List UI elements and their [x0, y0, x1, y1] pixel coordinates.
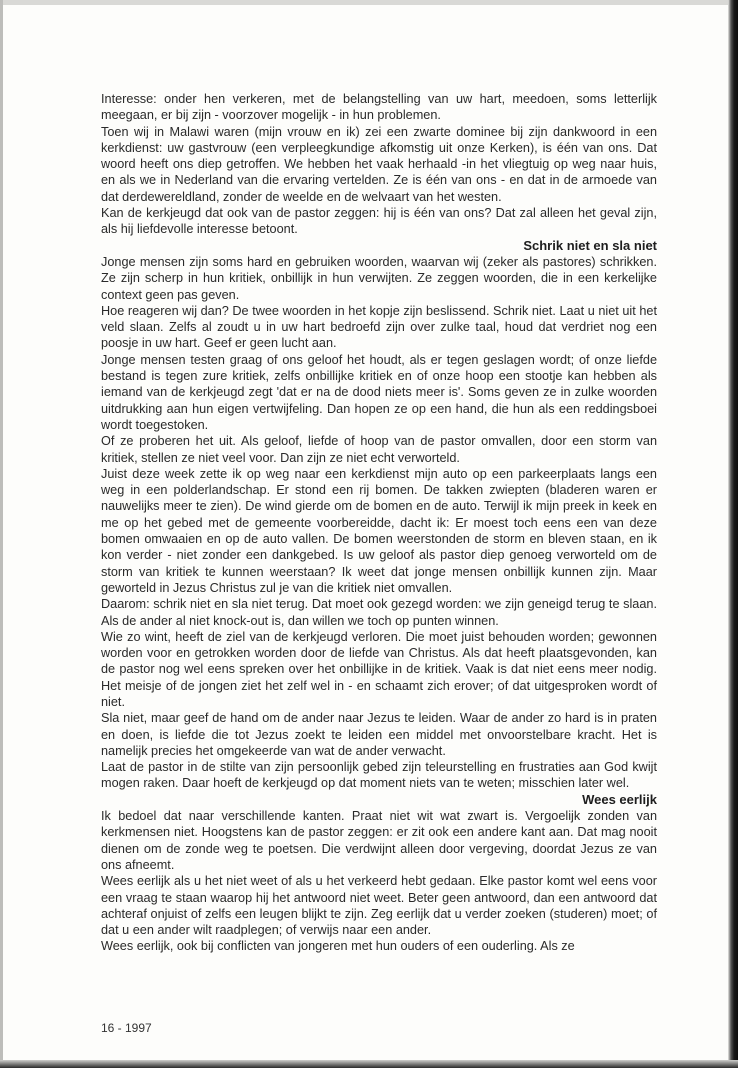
paragraph: Wees eerlijk, ook bij conflicten van jongeren met hun ouders of een ouderling. Als ze — [101, 939, 575, 954]
paragraph: Jonge mensen zijn soms hard en gebruiken woorden, waarvan wij (zeker als pastores) schrikken. Ze zijn scherp in hun kritiek, onbillijk in hun verwijten. Ze zeggen woorden, die in een kerkelijke context geen pas geven. — [101, 254, 657, 302]
scan-top-edge — [0, 0, 738, 5]
paragraph: Juist deze week zette ik op weg naar een kerkdienst mijn auto op een parkeerplaats langs een weg in een polderlandschap. Er stond een rij bomen. De takken zwiepten (bladeren waren er nauwelijks meer te zien). De wind gierde om de bomen en de auto. Terwijl ik mijn preek in keek en me op het gebed met de gemeente voorbereidde, dacht ik: Er moest toch eens een van deze bomen omwaaien en op de auto vallen. De bomen weerstonden de storm en bleven staan, en ik kon verder - niet zonder een dankgebed. Is uw geloof als pastor diep genoeg verworteld om de storm van kritiek te kunnen weerstaan? Ik weet dat jonge mensen onbillijk kunnen zijn. Maar geworteld in Jezus Christus zul je van die kritiek niet omvallen. — [101, 466, 657, 595]
paragraph: Sla niet, maar geef de hand om de ander naar Jezus te leiden. Waar de ander zo hard is in praten en doen, is liefde die tot Jezus zoekt te leiden een middel met onvoorstelbare kracht. Het is namelijk precies het omgekeerde van wat de ander verwacht. — [101, 711, 657, 758]
section-heading: Schrik niet en sla niet — [523, 237, 657, 253]
page-footer: 16 - 1997 — [101, 1021, 152, 1035]
section-heading: Wees eerlijk — [582, 791, 657, 807]
paragraph: Toen wij in Malawi waren (mijn vrouw en ik) zei een zwarte dominee bij zijn dankwoord in een kerkdienst: uw gastvrouw (een verpleegkundige afkomstig uit onze Kerken), is één van ons. Dat woord heeft ons diep getroffen. We hebben het vaak herhaald -in het vliegtuig op weg naar huis, en als we in Nederland van die ervaring vertelden. Ze is één van ons - en dat in de armoede van dat derdewereldland, zonder de weelde en de welvaart van het westen. — [101, 124, 657, 204]
paragraph: Kan de kerkjeugd dat ook van de pastor zeggen: hij is één van ons? Dat zal alleen het geval zijn, als hij liefdevolle interesse betoont. — [101, 206, 657, 237]
paragraph: Jonge mensen testen graag of ons geloof het houdt, als er tegen geslagen wordt; of onze liefde bestand is tegen zure kritiek, zelfs onbillijke kritiek en of onze hoop een stootje kan hebben als iemand van de kerkjeugd zegt 'dat er na de dood niets meer is'. Soms geven ze in zulke woorden uitdrukking aan hun eigen vertwijfeling. Dan hopen ze op een hand, die hun als een reddingsboei wordt toegestoken. — [101, 352, 657, 432]
scan-right-edge — [728, 0, 738, 1068]
paragraph: Hoe reageren wij dan? De twee woorden in het kopje zijn beslissend. Schrik niet. Laat u niet uit het veld slaan. Zelfs al zoudt u in uw hart bedroefd zijn over zulke taal, houd dat verdriet nog een poosje in uw hart. Geef er geen lucht aan. — [101, 303, 657, 351]
paragraph: Wie zo wint, heeft de ziel van de kerkjeugd verloren. Die moet juist behouden worden; gewonnen worden voor en getrokken worden door de liefde van Christus. Als dat heeft plaatsgevonden, kan de pastor nog wel eens spreken over het onbillijke in de kritiek. Vaak is dat niet eens meer nodig. Het meisje of de jongen ziet het zelf wel in - en schaamt zich erover; of dat uitgesproken wordt of niet. — [101, 629, 657, 709]
paragraph: Daarom: schrik niet en sla niet terug. Dat moet ook gezegd worden: we zijn geneigd terug te slaan. Als de ander al niet knock-out is, dan willen we toch op punten winnen. — [101, 597, 657, 628]
paragraph: Laat de pastor in de stilte van zijn persoonlijk gebed zijn teleurstelling en frustraties aan God kwijt mogen raken. Daar hoeft de kerkjeugd op dat moment niets van te weten; misschien later wel. — [101, 760, 657, 791]
scan-bottom-edge — [0, 1060, 738, 1068]
paragraph: Interesse: onder hen verkeren, met de belangstelling van uw hart, meedoen, soms letterlijk meegaan, er bij zijn - voorzover mogelijk - in hun problemen. — [101, 92, 657, 123]
paragraph: Wees eerlijk als u het niet weet of als u het verkeerd hebt gedaan. Elke pastor komt wel eens voor een vraag te staan waarop hij het antwoord niet weet. Beter geen antwoord, dan een antwoord dat achteraf onjuist of zelfs een leugen blijkt te zijn. Zeg eerlijk dat u verder zoeken (studeren) moet; of dat u een ander wilt raadplegen; of verwijs naar een ander. — [101, 874, 657, 938]
paragraph: Of ze proberen het uit. Als geloof, liefde of hoop van de pastor omvallen, door een storm van kritiek, stellen ze niet veel voor. Dan zijn ze niet echt verworteld. — [101, 434, 657, 465]
paragraph: Ik bedoel dat naar verschillende kanten. Praat niet wit wat zwart is. Vergoelijk zonden van kerkmensen niet. Hoogstens kan de pastor zeggen: er zit ook een andere kant aan. Dat mag nooit dienen om de zonde weg te poetsen. Die verdwijnt alleen door vergeving, doordat Jezus ze van ons afneemt. — [101, 809, 657, 872]
page-body — [101, 91, 657, 955]
scan-left-edge — [0, 0, 3, 1068]
